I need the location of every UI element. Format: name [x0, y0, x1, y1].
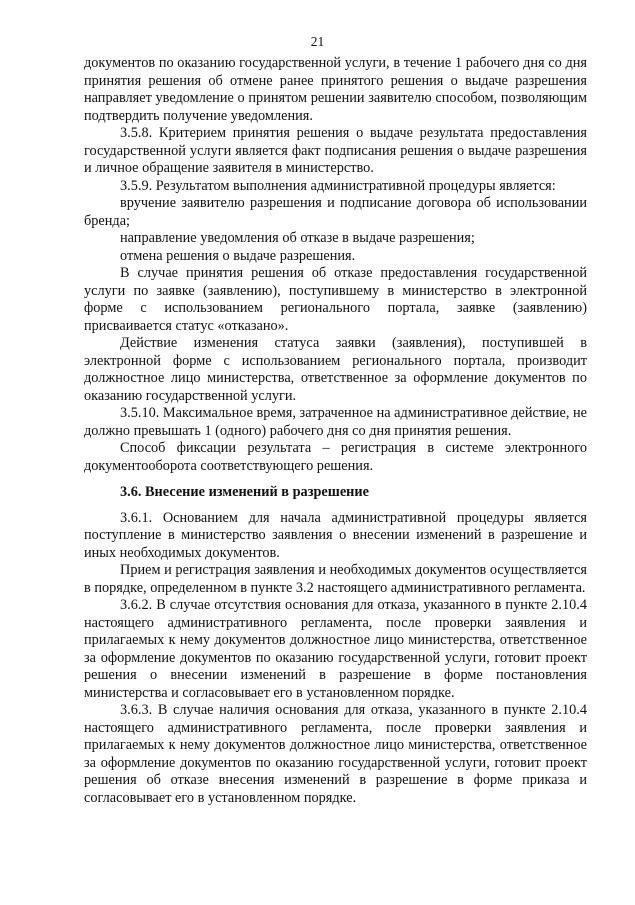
- paragraph-status-change: Действие изменения статуса заявки (заявления), поступившей в электронной форме с использованием регионального портала, производит должностное лицо министерства, ответственное за оформление документов по оказанию государственной услуги.: [84, 335, 587, 404]
- page-number: 21: [310, 34, 325, 49]
- paragraph-3-5-8: 3.5.8. Критерием принятия решения о выдаче результата предоставления государственной услуги является факт подписания решения о выдаче разрешения и личное обращение заявителя в министерство.: [84, 125, 587, 176]
- paragraph-3-6-1: 3.6.1. Основанием для начала административной процедуры является поступление в министерство заявления о внесении изменений в разрешение и иных необходимых документов.: [84, 509, 587, 561]
- list-item-cancel-decision: отмена решения о выдаче разрешения.: [120, 247, 356, 264]
- paragraph-refusal-status: В случае принятия решения об отказе предоставления государственной услуги по заявке (заявлению), поступившему в министерство в электронной форме с использованием регионального портала, заявке (заявлению) присваивается статус «отказано».: [84, 265, 587, 334]
- section-heading-3-6: 3.6. Внесение изменений в разрешение: [120, 484, 369, 500]
- paragraph-3-5-10: 3.5.10. Максимальное время, затраченное на административное действие, не должно превышать 1 (одного) рабочего дня со дня принятия решения.: [84, 405, 587, 439]
- list-item-refusal-notice: направление уведомления об отказе в выдаче разрешения;: [120, 230, 475, 246]
- paragraph-3-6-3: 3.6.3. В случае наличия основания для отказа, указанного в пункте 2.10.4 настоящего административного регламента, после проверки заявления и прилагаемых к нему документов должностное лицо министерства, ответственное за оформление документов по оказанию государственной услуги, готовит проект решения об отказе внесения изменений в разрешение в форме приказа и согласовывает его в установленном порядке.: [84, 702, 587, 806]
- paragraph-3-6-2: 3.6.2. В случае отсутствия основания для отказа, указанного в пункте 2.10.4 настоящего административного регламента, после проверки заявления и прилагаемых к нему документов должностное лицо министерства, ответственное за оформление документов по оказанию государственной услуги, готовит проект решения о внесении изменений в разрешение в форме постановления министерства и согласовывает его в установленном порядке.: [84, 597, 587, 701]
- paragraph-fixation-method: Способ фиксации результата – регистрация в системе электронного документооборота соответствующего решения.: [84, 440, 587, 474]
- list-item-issue-permit: вручение заявителю разрешения и подписание договора об использовании бренда;: [84, 195, 587, 229]
- paragraph-reception-registration: Прием и регистрация заявления и необходимых документов осуществляется в порядке, определенном в пункте 3.2 настоящего административного регламента.: [84, 562, 587, 596]
- paragraph-continuation: документов по оказанию государственной услуги, в течение 1 рабочего дня со дня принятия решения об отмене ранее принятого решения о выдаче разрешения направляет уведомление о принятом решении заявителю способом, позволяющим подтвердить получение уведомления.: [84, 55, 587, 124]
- document-body: [84, 55, 587, 807]
- paragraph-3-5-9: 3.5.9. Результатом выполнения административной процедуры является:: [120, 177, 556, 194]
